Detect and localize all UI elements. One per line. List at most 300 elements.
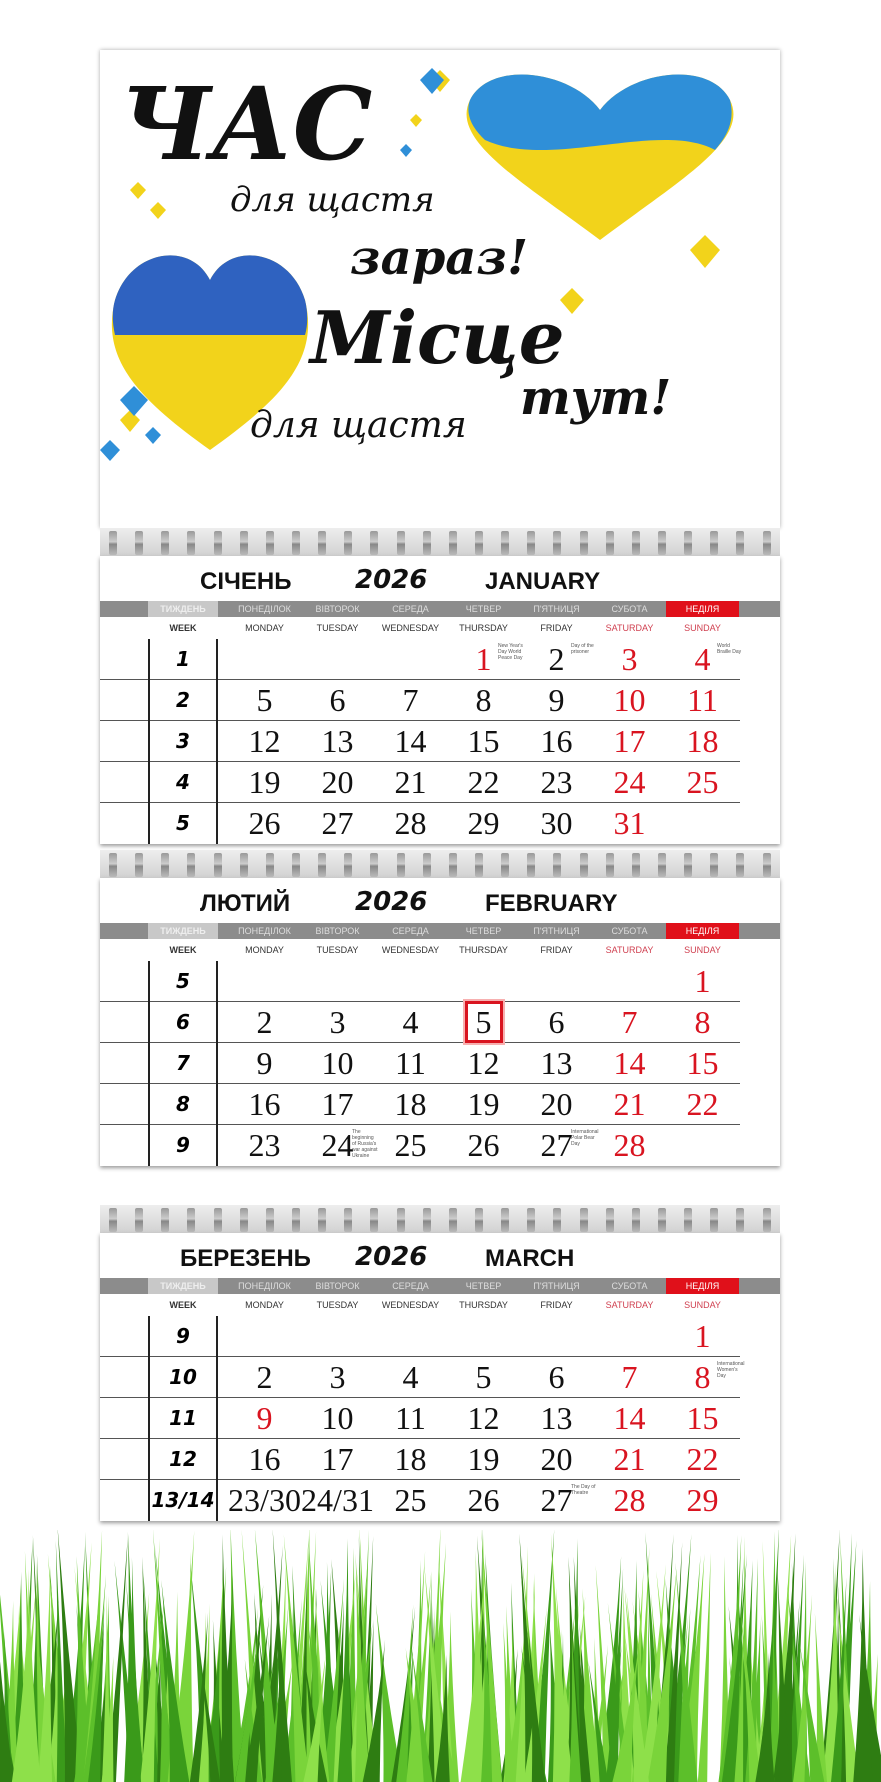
day-number: 28 (394, 805, 427, 841)
day-cell[interactable] (374, 803, 447, 844)
spacer (218, 923, 228, 939)
day-cell[interactable] (374, 1084, 447, 1125)
day-cell[interactable] (666, 961, 739, 1002)
spiral-binding (100, 528, 780, 558)
day-cell[interactable] (447, 1043, 520, 1084)
day-cell[interactable] (520, 1043, 593, 1084)
day-cell[interactable] (520, 721, 593, 762)
day-cell[interactable] (228, 1043, 301, 1084)
spiral-ring (240, 1208, 248, 1232)
day-cell[interactable] (447, 721, 520, 762)
spiral-ring (187, 853, 195, 877)
day-number: 24 (613, 764, 646, 800)
weekday-ua-5: П'ЯТНИЦЯ (533, 1281, 580, 1291)
day-cell[interactable] (666, 721, 739, 762)
weekday-en-5: FRIDAY (540, 623, 573, 633)
day-cell[interactable] (447, 1357, 520, 1398)
day-cell[interactable] (666, 1316, 739, 1357)
spiral-ring (370, 853, 378, 877)
spacer (100, 1480, 148, 1521)
holiday-note: International Women's Day (717, 1361, 745, 1379)
week-row (100, 721, 740, 762)
day-cell[interactable] (301, 1480, 374, 1521)
day-cell[interactable] (301, 721, 374, 762)
empty-day-cell (374, 639, 447, 680)
day-cell[interactable] (666, 762, 739, 803)
weekday-en-1: MONDAY (245, 623, 284, 633)
day-cell[interactable] (520, 1084, 593, 1125)
spacer (218, 1439, 228, 1480)
spiral-ring (161, 531, 169, 555)
spacer (218, 680, 228, 721)
day-cell[interactable] (301, 680, 374, 721)
week-number: 11 (148, 1398, 218, 1439)
spiral-ring (240, 853, 248, 877)
week-number: 10 (148, 1357, 218, 1398)
day-cell[interactable] (228, 1357, 301, 1398)
month-name-en: JANUARY (485, 568, 601, 595)
day-number: 17 (321, 1086, 354, 1122)
weekday-ua-2: ВІВТОРОК (315, 926, 360, 936)
spiral-ring (109, 531, 117, 555)
spacer (218, 1278, 228, 1294)
month-name-en: MARCH (485, 1245, 575, 1272)
day-cell[interactable] (301, 1398, 374, 1439)
weeks (100, 961, 780, 1166)
weeks (100, 1316, 780, 1521)
weekday-en-1: MONDAY (245, 945, 284, 955)
week-row (100, 1480, 740, 1521)
day-number: 22 (686, 1441, 719, 1477)
holiday-note: The beginning of Russia's war against Ukraine (352, 1129, 378, 1159)
day-cell[interactable] (593, 762, 666, 803)
month-panel-march (100, 1233, 780, 1521)
day-cell[interactable] (447, 1480, 520, 1521)
day-cell[interactable] (447, 1125, 520, 1166)
day-number: 3 (621, 641, 638, 677)
day-cell[interactable] (228, 721, 301, 762)
day-cell[interactable] (520, 639, 593, 680)
day-number: 6 (548, 1359, 565, 1395)
spacer (100, 1316, 148, 1357)
day-number: 30 (540, 805, 573, 841)
day-cell[interactable] (374, 1125, 447, 1166)
day-cell[interactable] (520, 1480, 596, 1521)
day-cell[interactable] (228, 1002, 301, 1043)
day-cell[interactable] (301, 1084, 374, 1125)
weekday-en-2: TUESDAY (316, 623, 359, 633)
day-number: 11 (395, 1400, 426, 1436)
weekday-ua-2: ВІВТОРОК (315, 604, 360, 614)
spiral-ring (397, 531, 405, 555)
weekday-ua-0: ТИЖДЕНЬ (148, 601, 218, 617)
day-cell[interactable] (301, 1439, 374, 1480)
day-cell[interactable] (666, 1084, 739, 1125)
day-number: 26 (467, 1127, 500, 1163)
day-cell[interactable] (228, 1398, 301, 1439)
day-cell[interactable] (593, 1043, 666, 1084)
spacer (100, 1002, 148, 1043)
spiral-ring (736, 1208, 744, 1232)
day-number: 1 (475, 641, 492, 677)
day-number: 5 (256, 682, 273, 718)
day-cell[interactable] (301, 1002, 374, 1043)
day-cell[interactable] (447, 1002, 520, 1043)
spacer (218, 721, 228, 762)
spiral-ring (187, 1208, 195, 1232)
day-number: 6 (548, 1004, 565, 1040)
spacer (218, 1043, 228, 1084)
week-number: 6 (148, 1002, 218, 1043)
week-row (100, 1125, 740, 1166)
day-cell[interactable] (520, 680, 593, 721)
spacer (218, 1316, 228, 1357)
weekday-en-3: WEDNESDAY (381, 945, 440, 955)
day-number: 18 (394, 1441, 427, 1477)
week-number: 5 (148, 803, 218, 844)
day-cell[interactable] (520, 1002, 593, 1043)
empty-day-cell (447, 1316, 520, 1357)
spiral-ring (449, 853, 457, 877)
day-cell[interactable] (666, 680, 739, 721)
spiral-binding (100, 1205, 780, 1235)
day-cell[interactable] (593, 1357, 666, 1398)
weekday-en-6: SATURDAY (605, 945, 654, 955)
poster-line-dlia-shchastia-2: для щастя (250, 405, 467, 446)
empty-day-cell (228, 639, 301, 680)
day-cell[interactable] (520, 1439, 593, 1480)
day-number: 14 (613, 1400, 646, 1436)
weekday-ua-2: ВІВТОРОК (315, 1281, 360, 1291)
day-cell[interactable] (374, 1439, 447, 1480)
day-number: 20 (540, 1441, 573, 1477)
spiral-ring (763, 531, 771, 555)
day-cell[interactable] (666, 1398, 739, 1439)
spacer (100, 639, 148, 680)
day-number: 31 (613, 805, 646, 841)
empty-day-cell (301, 1316, 374, 1357)
weekday-ua-3: СЕРЕДА (392, 604, 429, 614)
empty-day-cell (374, 1316, 447, 1357)
spiral-ring (553, 853, 561, 877)
spiral-ring (501, 1208, 509, 1232)
spacer (218, 1125, 228, 1166)
day-number: 27 (540, 1127, 573, 1163)
weekday-en-7: SUNDAY (684, 623, 721, 633)
day-cell[interactable] (301, 762, 374, 803)
spiral-ring (475, 853, 483, 877)
day-cell[interactable] (374, 762, 447, 803)
day-number: 20 (540, 1086, 573, 1122)
month-name-en: FEBRUARY (485, 890, 618, 917)
day-cell[interactable] (593, 1125, 666, 1166)
day-number: 6 (329, 682, 346, 718)
day-number: 12 (467, 1045, 500, 1081)
spacer (100, 721, 148, 762)
poster-line-zaraz: зараз! (350, 230, 529, 286)
day-cell[interactable] (447, 1084, 520, 1125)
spacer (100, 617, 148, 639)
week-number: 2 (148, 680, 218, 721)
day-number: 11 (687, 682, 718, 718)
day-cell[interactable] (520, 762, 593, 803)
day-number: 5 (475, 1359, 492, 1395)
week-number: 7 (148, 1043, 218, 1084)
spacer (218, 1480, 228, 1521)
day-cell[interactable] (666, 1480, 739, 1521)
week-number: 3 (148, 721, 218, 762)
empty-day-cell (520, 1316, 593, 1357)
day-cell[interactable] (301, 803, 374, 844)
month-name-ua: БЕРЕЗЕНЬ (180, 1245, 311, 1272)
day-cell[interactable] (228, 803, 301, 844)
spiral-ring (161, 1208, 169, 1232)
holiday-note: International Polar Bear Day (571, 1129, 599, 1147)
spiral-ring (658, 853, 666, 877)
empty-day-cell (593, 961, 666, 1002)
weekday-ua-4: ЧЕТВЕР (465, 604, 502, 614)
poster-line-chas: ЧАС (120, 65, 373, 183)
day-cell[interactable] (593, 1398, 666, 1439)
spiral-ring (580, 1208, 588, 1232)
day-cell[interactable] (520, 803, 593, 844)
day-cell[interactable] (593, 1439, 666, 1480)
day-number: 13 (321, 723, 354, 759)
day-cell[interactable] (447, 1398, 520, 1439)
spiral-binding (100, 850, 780, 880)
day-number: 28 (613, 1127, 646, 1163)
day-cell[interactable] (447, 680, 520, 721)
day-cell[interactable] (447, 803, 520, 844)
day-number: 3 (329, 1359, 346, 1395)
spiral-ring (527, 1208, 535, 1232)
day-cell[interactable] (666, 1043, 739, 1084)
week-row (100, 1316, 740, 1357)
day-cell[interactable] (228, 1084, 301, 1125)
day-cell[interactable] (666, 639, 742, 680)
spiral-ring (606, 1208, 614, 1232)
poster-artwork (100, 50, 780, 528)
day-cell[interactable] (593, 1084, 666, 1125)
day-cell[interactable] (228, 1480, 301, 1521)
day-number: 9 (256, 1400, 273, 1436)
week-number: 13/14 (148, 1480, 218, 1521)
week-number: 12 (148, 1439, 218, 1480)
weekday-bar-ua (100, 601, 780, 617)
spiral-ring (397, 1208, 405, 1232)
day-number: 15 (686, 1045, 719, 1081)
weekday-en-3: WEDNESDAY (381, 1300, 440, 1310)
week-number: 5 (148, 961, 218, 1002)
day-number: 8 (694, 1004, 711, 1040)
day-number: 8 (694, 1359, 711, 1395)
weekday-ua-7: НЕДІЛЯ (666, 601, 739, 617)
day-cell[interactable] (520, 1125, 599, 1166)
day-number: 7 (621, 1004, 638, 1040)
spiral-ring (553, 531, 561, 555)
day-cell[interactable] (228, 1125, 301, 1166)
weekday-row-en (100, 617, 780, 639)
spacer (218, 939, 228, 961)
day-number: 5 (465, 1001, 503, 1043)
day-cell[interactable] (301, 1357, 374, 1398)
spiral-ring (606, 531, 614, 555)
day-cell[interactable] (374, 1480, 447, 1521)
empty-day-cell (301, 639, 374, 680)
day-number: 29 (686, 1482, 719, 1518)
day-cell[interactable] (228, 680, 301, 721)
empty-day-cell (520, 961, 593, 1002)
day-number: 14 (613, 1045, 646, 1081)
day-cell[interactable] (374, 721, 447, 762)
day-number: 18 (686, 723, 719, 759)
day-cell[interactable] (666, 1357, 745, 1398)
day-number: 24/31 (301, 1482, 374, 1518)
day-cell[interactable] (593, 803, 666, 844)
weekday-ua-5: П'ЯТНИЦЯ (533, 926, 580, 936)
week-number: 4 (148, 762, 218, 803)
day-cell[interactable] (593, 1002, 666, 1043)
spacer (218, 601, 228, 617)
month-panel-february (100, 878, 780, 1166)
day-cell[interactable] (593, 639, 666, 680)
day-number: 23 (540, 764, 573, 800)
day-number: 27 (321, 805, 354, 841)
weekday-en-2: TUESDAY (316, 945, 359, 955)
empty-day-cell (301, 961, 374, 1002)
day-number: 27 (540, 1482, 573, 1518)
day-number: 21 (613, 1086, 646, 1122)
weekday-row-en (100, 1294, 780, 1316)
day-cell[interactable] (228, 1439, 301, 1480)
day-cell[interactable] (447, 639, 523, 680)
month-name-ua: СІЧЕНЬ (200, 568, 292, 595)
spiral-ring (580, 531, 588, 555)
empty-day-cell (228, 1316, 301, 1357)
spiral-ring (658, 1208, 666, 1232)
weekday-en-4: THURSDAY (459, 945, 508, 955)
day-number: 22 (686, 1086, 719, 1122)
day-number: 16 (248, 1441, 281, 1477)
day-cell[interactable] (447, 1439, 520, 1480)
day-number: 21 (613, 1441, 646, 1477)
week-number: 9 (148, 1125, 218, 1166)
weekday-ua-5: П'ЯТНИЦЯ (533, 604, 580, 614)
weekday-row-en (100, 939, 780, 961)
day-number: 8 (475, 682, 492, 718)
empty-day-cell (666, 1125, 739, 1166)
day-number: 20 (321, 764, 354, 800)
day-cell[interactable] (301, 1043, 374, 1084)
weekday-ua-7: НЕДІЛЯ (666, 1278, 739, 1294)
weekday-ua-4: ЧЕТВЕР (465, 1281, 502, 1291)
day-number: 19 (248, 764, 281, 800)
spiral-ring (449, 1208, 457, 1232)
spiral-ring (632, 1208, 640, 1232)
spiral-ring (318, 531, 326, 555)
day-number: 14 (394, 723, 427, 759)
weekday-en-1: MONDAY (245, 1300, 284, 1310)
day-cell[interactable] (374, 1357, 447, 1398)
weekday-ua-1: ПОНЕДІЛОК (238, 1281, 291, 1291)
day-cell[interactable] (374, 680, 447, 721)
day-number: 28 (613, 1482, 646, 1518)
weekday-en-0: WEEK (169, 1300, 197, 1310)
day-number: 7 (621, 1359, 638, 1395)
spiral-ring (449, 531, 457, 555)
week-row (100, 762, 740, 803)
weekday-ua-0: ТИЖДЕНЬ (148, 1278, 218, 1294)
weekday-en-0: WEEK (169, 945, 197, 955)
spiral-ring (632, 853, 640, 877)
day-number: 17 (613, 723, 646, 759)
weekday-ua-1: ПОНЕДІЛОК (238, 926, 291, 936)
spiral-ring (527, 853, 535, 877)
holiday-note: Day of the prisoner (571, 643, 594, 655)
spacer (218, 1398, 228, 1439)
spiral-ring (710, 531, 718, 555)
weekday-ua-1: ПОНЕДІЛОК (238, 604, 291, 614)
month-header (100, 1233, 780, 1278)
spiral-ring (763, 1208, 771, 1232)
empty-day-cell (228, 961, 301, 1002)
day-number: 2 (256, 1359, 273, 1395)
weekday-en-4: THURSDAY (459, 1300, 508, 1310)
day-number: 24 (321, 1127, 354, 1163)
spacer (218, 961, 228, 1002)
day-cell[interactable] (374, 1043, 447, 1084)
day-number: 25 (394, 1127, 427, 1163)
weekday-ua-4: ЧЕТВЕР (465, 926, 502, 936)
day-cell[interactable] (520, 1357, 593, 1398)
month-header (100, 556, 780, 601)
week-number: 9 (148, 1316, 218, 1357)
day-cell[interactable] (520, 1398, 593, 1439)
weekday-ua-0: ТИЖДЕНЬ (148, 923, 218, 939)
day-cell[interactable] (666, 1002, 739, 1043)
day-cell[interactable] (593, 680, 666, 721)
spacer (100, 923, 148, 939)
day-number: 21 (394, 764, 427, 800)
day-number: 4 (694, 641, 711, 677)
day-number: 16 (540, 723, 573, 759)
week-row (100, 1084, 740, 1125)
day-cell[interactable] (374, 1398, 447, 1439)
week-row (100, 1043, 740, 1084)
poster-line-tut: тут! (520, 370, 672, 426)
weeks (100, 639, 780, 844)
spacer (100, 961, 148, 1002)
month-name-ua: ЛЮТИЙ (200, 890, 291, 917)
spiral-ring (475, 1208, 483, 1232)
day-cell[interactable] (666, 1439, 739, 1480)
spiral-ring (527, 531, 535, 555)
day-cell[interactable] (447, 762, 520, 803)
spiral-ring (423, 531, 431, 555)
day-cell[interactable] (593, 721, 666, 762)
spiral-ring (397, 853, 405, 877)
year: 2026 (355, 1242, 428, 1272)
grass-decoration (0, 1530, 881, 1782)
spiral-ring (318, 1208, 326, 1232)
day-number: 16 (248, 1086, 281, 1122)
day-cell[interactable] (374, 1002, 447, 1043)
day-number: 12 (467, 1400, 500, 1436)
day-cell[interactable] (301, 1125, 378, 1166)
day-cell[interactable] (228, 762, 301, 803)
day-cell[interactable] (593, 1480, 666, 1521)
day-number: 19 (467, 1086, 500, 1122)
